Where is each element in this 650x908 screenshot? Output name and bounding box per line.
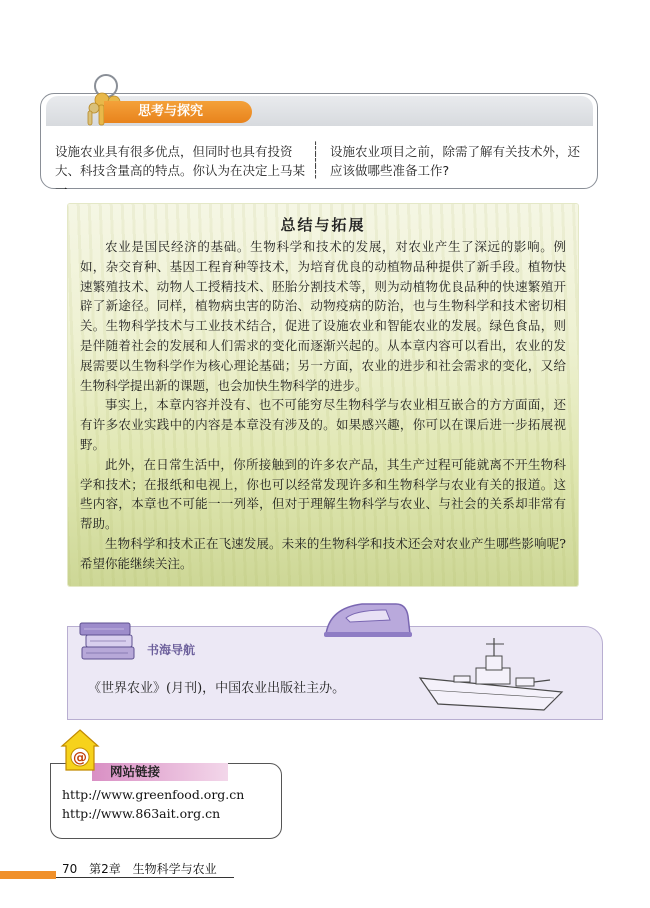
svg-text:@: @ (73, 750, 87, 766)
web-links-label: 网站链接 (110, 764, 161, 779)
summary-paragraph: 此外，在日常生活中，你所接触到的许多农产品，其生产过程可能就离不开生物科学和技术；在报纸和电视上，你也可以经常发现许多和生物科学与农业有关的报道。这些内容，本章也不可能一一列举，但对于理解生物科学与农业、与社会的关系却非常有帮助。 (80, 456, 566, 532)
think-question-left: 设施农业具有很多优点，但同时也具有投资大、科技含量高的特点。你认为在决定上马某一 (55, 144, 306, 197)
page-footer (62, 860, 225, 877)
think-question-right: 设施农业项目之前，除需了解有关技术外，还应该做哪些准备工作? (330, 144, 581, 178)
iron-icon (316, 596, 416, 642)
house-at-icon (60, 728, 100, 772)
chapter-title: 生物科学与农业 (132, 862, 217, 876)
think-tag-label: 思考与探究 (104, 101, 252, 123)
books-icon (78, 611, 140, 663)
chapter-number: 第2章 (89, 862, 121, 876)
website-link-863ait[interactable]: http://www.863ait.org.cn (62, 806, 221, 821)
website-link-greenfood[interactable]: http://www.greenfood.org.cn (62, 787, 245, 802)
book-nav-text: 《世界农业》(月刊)，中国农业出版社主办。 (88, 681, 346, 696)
footer-accent-bar (0, 871, 56, 879)
summary-title: 总结与拓展 (280, 216, 366, 234)
footer-rule (56, 877, 234, 878)
summary-paragraph: 生物科学和技术正在飞速发展。未来的生物科学和技术还会对农业产生哪些影响呢?希望你能继续关注。 (80, 535, 566, 571)
summary-panel (68, 204, 578, 586)
summary-paragraph: 事实上，本章内容并没有、也不可能穷尽生物科学与农业相互嵌合的方方面面，还有许多农业实践中的内容是本章没有涉及的。如果感兴趣，你可以在课后进一步拓展视野。 (80, 397, 566, 452)
page-number: 70 (62, 862, 78, 876)
summary-paragraph: 农业是国民经济的基础。生物科学和技术的发展，对农业产生了深远的影响。例如，杂交育种、基因工程育种等技术，为培育优良的动植物品种提供了新手段。植物快速繁殖技术、动物人工授精技术、胚胎分割技术等，则为动植物优良品种的快速繁殖开辟了新途径。同样，植物病虫害的防治、动物疫病的防治，也与生物科学和技术密切相关。生物科学技术与工业技术结合，促进了设施农业和智能农业的发展。绿色食品，则是伴随着社会的发展和人们需求的变化而逐渐兴起的。从本章内容可以看出，农业的发展需要以生物科学作为核心理论基础；另一方面，农业的进步和社会需求的变化，又给生物科学提出新的课题，也会加快生物科学的进步。 (80, 239, 566, 393)
ship-icon (416, 634, 566, 714)
column-divider: ┆ ┆ ┆ (312, 141, 320, 179)
summary-body (80, 237, 566, 574)
book-nav-label: 书海导航 (147, 643, 196, 657)
